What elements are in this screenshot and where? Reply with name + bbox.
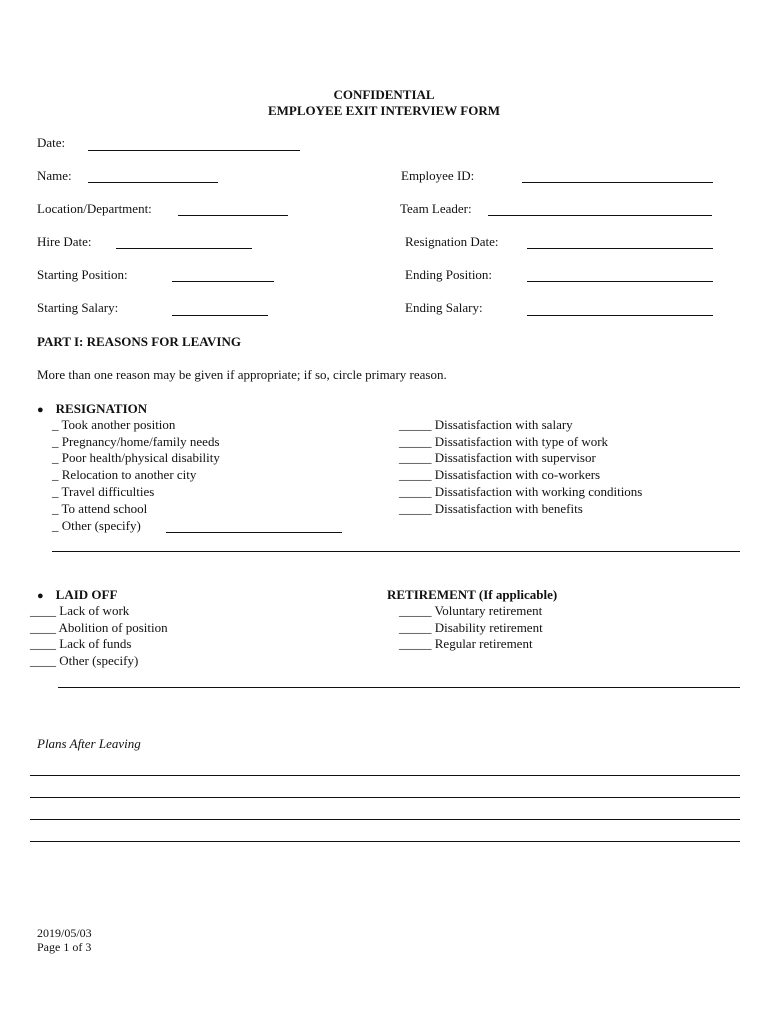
date-field[interactable]: [88, 150, 300, 151]
ending-position-field[interactable]: [527, 281, 713, 282]
footer-page-number: Page 1 of 3: [37, 940, 92, 954]
form-confidential-label: CONFIDENTIAL: [333, 87, 435, 102]
employee-id-label: Employee ID:: [401, 168, 475, 183]
hire-date-label: Hire Date:: [37, 234, 92, 249]
team-leader-field[interactable]: [488, 215, 712, 216]
resignation-date-field[interactable]: [527, 248, 713, 249]
resignation-other-specify-field[interactable]: [166, 532, 342, 533]
form-title: EMPLOYEE EXIT INTERVIEW FORM: [267, 103, 500, 118]
ending-position-label: Ending Position:: [405, 267, 493, 282]
laid-off-heading-label: LAID OFF: [55, 587, 118, 602]
date-label: Date:: [37, 135, 66, 150]
ending-salary-field[interactable]: [527, 315, 713, 316]
laid-off-option-abolition[interactable]: ____ Abolition of position: [30, 620, 168, 635]
starting-salary-field[interactable]: [172, 315, 268, 316]
resignation-option-took-another-position[interactable]: _ Took another position: [52, 417, 176, 432]
plans-line-4[interactable]: [30, 841, 740, 842]
bullet-icon: ●: [37, 590, 44, 602]
name-field[interactable]: [88, 182, 218, 183]
hire-date-field[interactable]: [116, 248, 252, 249]
laid-off-option-lack-of-work[interactable]: ____ Lack of work: [30, 603, 130, 618]
name-label: Name:: [37, 168, 72, 183]
laid-off-other-specify-line[interactable]: [58, 687, 740, 688]
resignation-option-family-needs[interactable]: _ Pregnancy/home/family needs: [52, 434, 220, 449]
resignation-option-attend-school[interactable]: _ To attend school: [52, 501, 148, 516]
laid-off-option-lack-of-funds[interactable]: ____ Lack of funds: [30, 636, 132, 651]
employee-id-field[interactable]: [522, 182, 713, 183]
part1-heading: PART I: REASONS FOR LEAVING: [37, 334, 241, 349]
retirement-option-disability[interactable]: _____ Disability retirement: [399, 620, 543, 635]
plans-line-2[interactable]: [30, 797, 740, 798]
location-department-field[interactable]: [178, 215, 288, 216]
plans-line-3[interactable]: [30, 819, 740, 820]
resignation-notes-line[interactable]: [52, 551, 740, 552]
location-department-label: Location/Department:: [37, 201, 152, 216]
retirement-option-voluntary[interactable]: _____ Voluntary retirement: [399, 603, 543, 618]
part1-instruction: More than one reason may be given if appropriate; if so, circle primary reason.: [37, 367, 447, 382]
footer-date: 2019/05/03: [37, 926, 92, 940]
bullet-icon: ●: [37, 404, 44, 416]
dissatisfaction-type-of-work[interactable]: _____ Dissatisfaction with type of work: [399, 434, 609, 449]
dissatisfaction-benefits[interactable]: _____ Dissatisfaction with benefits: [399, 501, 583, 516]
ending-salary-label: Ending Salary:: [405, 300, 483, 315]
dissatisfaction-co-workers[interactable]: _____ Dissatisfaction with co-workers: [399, 467, 601, 482]
starting-position-label: Starting Position:: [37, 267, 128, 282]
laid-off-heading: [37, 587, 117, 604]
starting-position-field[interactable]: [172, 281, 274, 282]
resignation-option-other[interactable]: _ Other (specify): [52, 518, 141, 533]
resignation-option-relocation[interactable]: _ Relocation to another city: [52, 467, 197, 482]
plans-after-leaving-heading: Plans After Leaving: [37, 736, 141, 751]
starting-salary-label: Starting Salary:: [37, 300, 119, 315]
resignation-heading-label: RESIGNATION: [55, 401, 148, 416]
retirement-option-regular[interactable]: _____ Regular retirement: [399, 636, 533, 651]
dissatisfaction-supervisor[interactable]: _____ Dissatisfaction with supervisor: [399, 450, 596, 465]
laid-off-option-other[interactable]: ____ Other (specify): [30, 653, 139, 668]
retirement-heading: RETIREMENT (If applicable): [387, 587, 558, 602]
plans-line-1[interactable]: [30, 775, 740, 776]
resignation-date-label: Resignation Date:: [405, 234, 499, 249]
dissatisfaction-salary[interactable]: _____ Dissatisfaction with salary: [399, 417, 573, 432]
resignation-heading: [37, 401, 147, 418]
dissatisfaction-working-conditions[interactable]: _____ Dissatisfaction with working conditions: [399, 484, 643, 499]
team-leader-label: Team Leader:: [400, 201, 472, 216]
resignation-option-travel-difficulties[interactable]: _ Travel difficulties: [52, 484, 155, 499]
resignation-option-poor-health[interactable]: _ Poor health/physical disability: [52, 450, 220, 465]
